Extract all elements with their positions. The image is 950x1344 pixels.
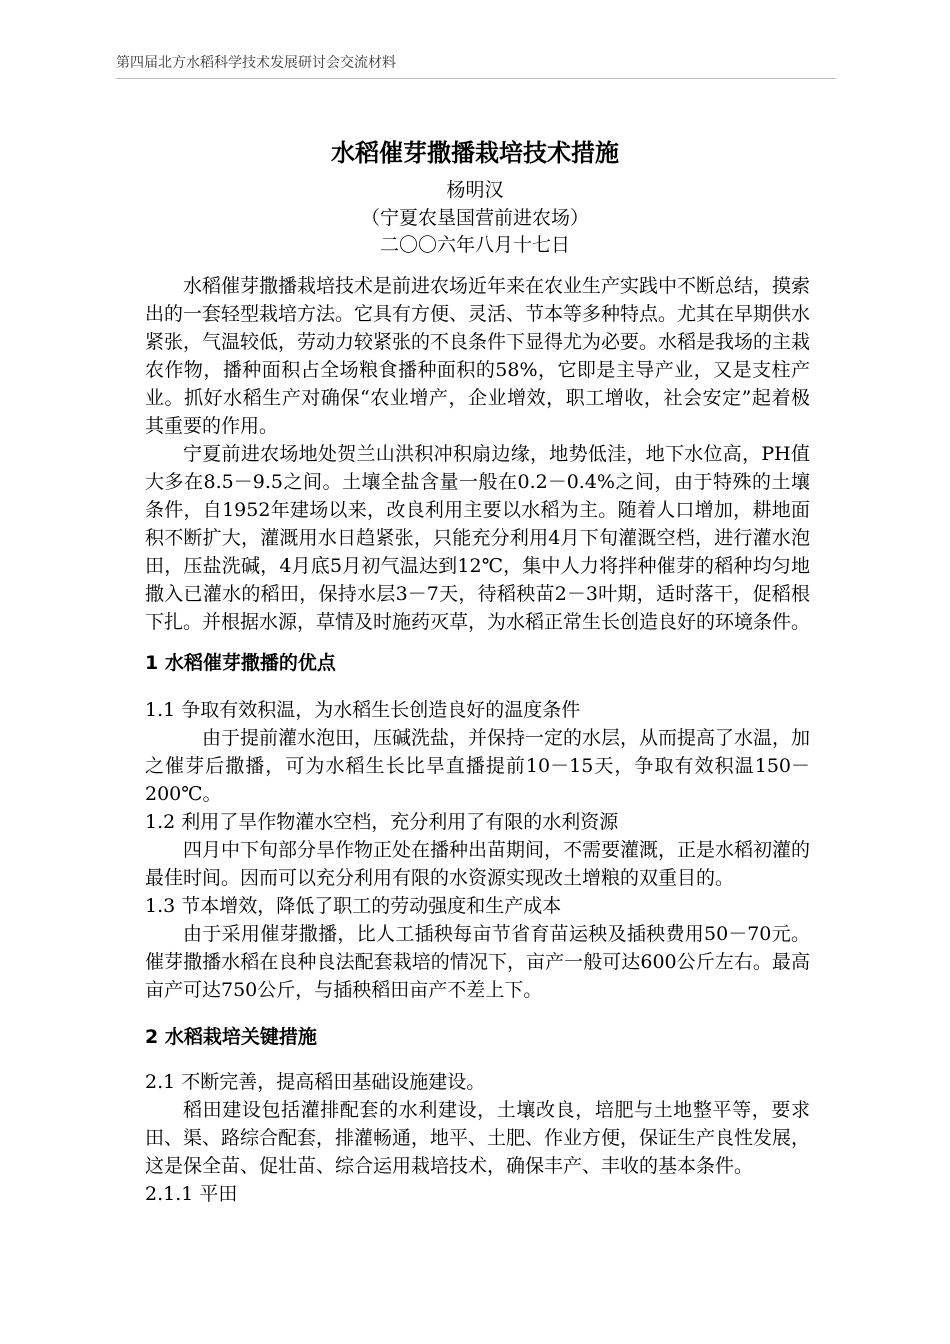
running-header: 第四届北方水稻科学技术发展研讨会交流材料 [116, 55, 396, 71]
author: 杨明汉 [446, 179, 504, 201]
intro-section [145, 272, 810, 636]
subsection-2-1-title: 2.1 不断完善，提高稻田基础设施建设。 [145, 1071, 486, 1093]
subsection-1-1-title: 1.1 争取有效积温，为水稻生长创造良好的温度条件 [145, 699, 581, 721]
subsection-1-3-text: 由于采用催芽撒播，比人工插秧每亩节省育苗运秧及插秧费用50－70元。催芽撒播水稻在良种良法配套栽培的情况下，亩产一般可达600公斤左右。最高亩产可达750公斤，与插秧稻田亩产不差上下。 [145, 923, 810, 1001]
intro-paragraph-2: 宁夏前进农场地处贺兰山洪积冲积扇边缘，地势低洼，地下水位高，PH值大多在8.5－9.5之间。土壤全盐含量一般在0.2－0.4%之间，由于特殊的土壤条件，自1952年建场以来，改良利用主要以水稻为主。随着人口增加，耕地面积不断扩大，灌溉用水日趋紧张，只能充分利用4月下旬灌溉空档，进行灌水泡田，压盐洗碱，4月底5月初气温达到12℃，集中人力将拌种催芽的稻种均匀地撒入已灌水的稻田，保持水层3－7天，待稻秧苗2－3叶期，适时落干，促稻根下扎。并根据水源，草情及时施药灭草，为水稻正常生长创造良好的环境条件。 [145, 443, 811, 633]
subsection-1-3-title: 1.3 节本增效，降低了职工的劳动强度和生产成本 [145, 895, 562, 917]
affiliation: （宁夏农垦国营前进农场） [360, 207, 589, 229]
subsection-1-1-text: 由于提前灌水泡田，压碱洗盐，并保持一定的水层，从而提高了水温，加之催芽后撒播，可为水稻生长比旱直播提前10－15天，争取有效积温150－200℃。 [145, 727, 811, 805]
section-2-body [145, 1068, 810, 1208]
date: 二〇〇六年八月十七日 [379, 234, 570, 256]
section-2-heading: 2 水稻栽培关键措施 [145, 1026, 317, 1048]
document-title: 水稻催芽撒播栽培技术措施 [331, 139, 619, 167]
section-1-heading: 1 水稻催芽撒播的优点 [145, 652, 336, 674]
subsection-2-1-1-title: 2.1.1 平田 [145, 1183, 238, 1205]
subsection-1-2-title: 1.2 利用了旱作物灌水空档，充分利用了有限的水利资源 [145, 811, 619, 833]
header-divider [116, 78, 836, 79]
subsection-1-2-text: 四月中下旬部分旱作物正处在播种出苗期间，不需要灌溉，正是水稻初灌的最佳时间。因而可以充分利用有限的水资源实现改土增粮的双重目的。 [145, 839, 811, 889]
section-1-body [145, 696, 810, 1004]
subsection-2-1-text: 稻田建设包括灌排配套的水利建设，土壤改良，培肥与土地整平等，要求田、渠、路综合配套，排灌畅通，地平、土肥、作业方便，保证生产良性发展，这是保全苗、促壮苗、综合运用栽培技术，确保丰产、丰收的基本条件。 [145, 1099, 811, 1177]
intro-paragraph-1: 水稻催芽撒播栽培技术是前进农场近年来在农业生产实践中不断总结，摸索出的一套轻型栽培方法。它具有方便、灵活、节本等多种特点。尤其在早期供水紧张，气温较低，劳动力较紧张的不良条件下显得尤为必要。水稻是我场的主栽农作物，播种面积占全场粮食播种面积的58%，它即是主导产业，又是支柱产业。抓好水稻生产对确保“农业增产，企业增效，职工增收，社会安定”起着极其重要的作用。 [145, 275, 811, 437]
